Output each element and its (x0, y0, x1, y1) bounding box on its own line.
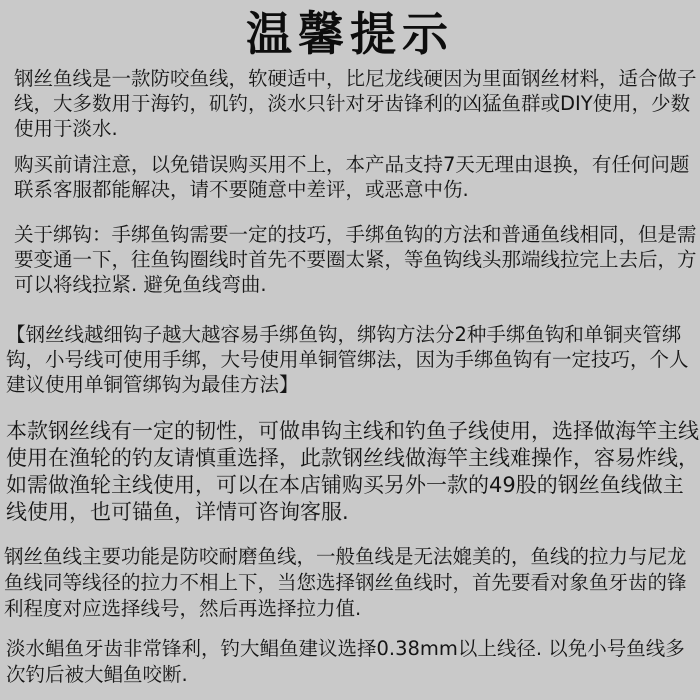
paragraph-main-line-usage: 本款钢丝线有一定的韧性，可做串钩主线和钓鱼子线使用，选择做海竿主线使用在渔轮的钓友请慎重选择，此款钢丝线做海竿主线难操作，容易炸线，如需做渔轮主线使用，可以在本店铺购买另外一款的49股的钢丝鱼线做主线使用，也可锚鱼，详情可咨询客服. (6, 419, 699, 524)
paragraph-freshwater-pomfret: 淡水鲳鱼牙齿非常锋利，钓大鲳鱼建议选择0.38mm以上线径. 以免小号鱼线多次钓后被大鲳鱼咬断. (6, 637, 685, 686)
paragraph-main-function: 钢丝鱼线主要功能是防咬耐磨鱼线，一般鱼线是无法媲美的，鱼线的拉力与尼龙鱼线同等线径的拉力不相上下，当您选择钢丝鱼线时，首先要看对象鱼牙齿的锋利程度对应选择线号，然后再选择拉力值. (4, 545, 687, 620)
paragraph-hook-tying: 关于绑钩：手绑鱼钩需要一定的技巧，手绑鱼钩的方法和普通鱼线相同，但是需要变通一下，往鱼钩圈线时首先不要圈太紧，等鱼钩线头那端线拉完上去后，方可以将线拉紧. 避免鱼线弯曲. (14, 223, 697, 296)
page-title: 温馨提示 (246, 7, 454, 61)
paragraph-purchase-notice: 购买前请注意，以免错误购买用不上，本产品支持7天无理由退换，有任何问题联系客服都能解决，请不要随意中差评，或恶意中伤. (14, 153, 690, 201)
paragraph-steel-line-intro: 钢丝鱼线是一款防咬鱼线，软硬适中，比尼龙线硬因为里面钢丝材料，适合做子线，大多数用于海钓，矶钓，淡水只针对牙齿锋利的凶猛鱼群或DIY使用，少数使用于淡水. (14, 67, 697, 140)
paragraph-tying-methods: 【钢丝线越细钩子越大越容易手绑鱼钩，绑钩方法分2种手绑鱼钩和单铜夹管绑钩，小号线可使用手绑，大号使用单铜管绑法，因为手绑鱼钩有一定技巧，个人建议使用单铜管绑钩为最佳方法】 (6, 323, 689, 396)
